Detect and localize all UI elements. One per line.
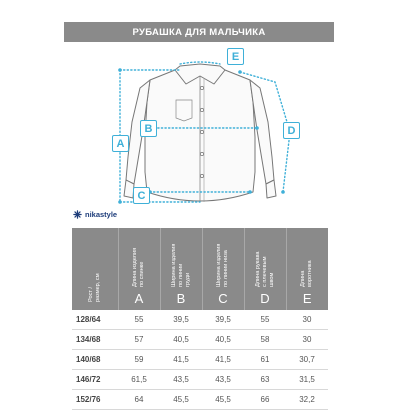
size-table xyxy=(72,228,328,410)
size-cell: 134/68 xyxy=(72,330,118,350)
table-cell: 41,5 xyxy=(160,350,202,370)
table-cell: 66 xyxy=(244,390,286,410)
table-cell: 32,2 xyxy=(286,390,328,410)
table-cell: 63 xyxy=(244,370,286,390)
table-cell: 55 xyxy=(118,310,160,330)
size-table-header-row xyxy=(72,228,328,310)
brand-star-icon xyxy=(73,210,82,219)
header-e: Длина воротника E xyxy=(286,228,328,310)
table-cell: 61,5 xyxy=(118,370,160,390)
shirt-diagram xyxy=(0,42,400,222)
size-cell: 146/72 xyxy=(72,370,118,390)
table-cell: 61 xyxy=(244,350,286,370)
table-cell: 58 xyxy=(244,330,286,350)
label-b: B xyxy=(140,120,157,137)
table-cell: 43,5 xyxy=(160,370,202,390)
size-cell: 140/68 xyxy=(72,350,118,370)
table-cell: 45,5 xyxy=(202,390,244,410)
table-cell: 30,7 xyxy=(286,350,328,370)
size-cell: 128/64 xyxy=(72,310,118,330)
title-bar xyxy=(64,22,334,42)
label-e: E xyxy=(227,48,244,65)
table-cell: 59 xyxy=(118,350,160,370)
size-cell: 152/76 xyxy=(72,390,118,410)
table-cell: 64 xyxy=(118,390,160,410)
table-cell: 30 xyxy=(286,330,328,350)
header-c: Ширина изделия по линии низа C xyxy=(202,228,244,310)
table-row xyxy=(72,310,328,330)
table-cell: 39,5 xyxy=(202,310,244,330)
table-cell: 45,5 xyxy=(160,390,202,410)
table-cell: 39,5 xyxy=(160,310,202,330)
header-size: Рост / размер, см xyxy=(72,228,118,310)
table-row xyxy=(72,330,328,350)
table-cell: 41,5 xyxy=(202,350,244,370)
header-d: Длина рукава с плечевым швом D xyxy=(244,228,286,310)
shirt-illustration xyxy=(0,42,400,222)
table-cell: 55 xyxy=(244,310,286,330)
page-title: РУБАШКА ДЛЯ МАЛЬЧИКА xyxy=(132,26,266,38)
table-row xyxy=(72,350,328,370)
label-c: C xyxy=(133,187,150,204)
brand-logo xyxy=(73,210,117,219)
table-cell: 57 xyxy=(118,330,160,350)
label-a: A xyxy=(112,135,129,152)
table-cell: 31,5 xyxy=(286,370,328,390)
table-cell: 40,5 xyxy=(202,330,244,350)
header-a: Длина изделия по спинке A xyxy=(118,228,160,310)
table-cell: 40,5 xyxy=(160,330,202,350)
header-b: Ширина изделия по линии груди B xyxy=(160,228,202,310)
table-row xyxy=(72,370,328,390)
label-d: D xyxy=(283,122,300,139)
table-cell: 43,5 xyxy=(202,370,244,390)
table-cell: 30 xyxy=(286,310,328,330)
brand-name: nikastyle xyxy=(85,210,118,219)
